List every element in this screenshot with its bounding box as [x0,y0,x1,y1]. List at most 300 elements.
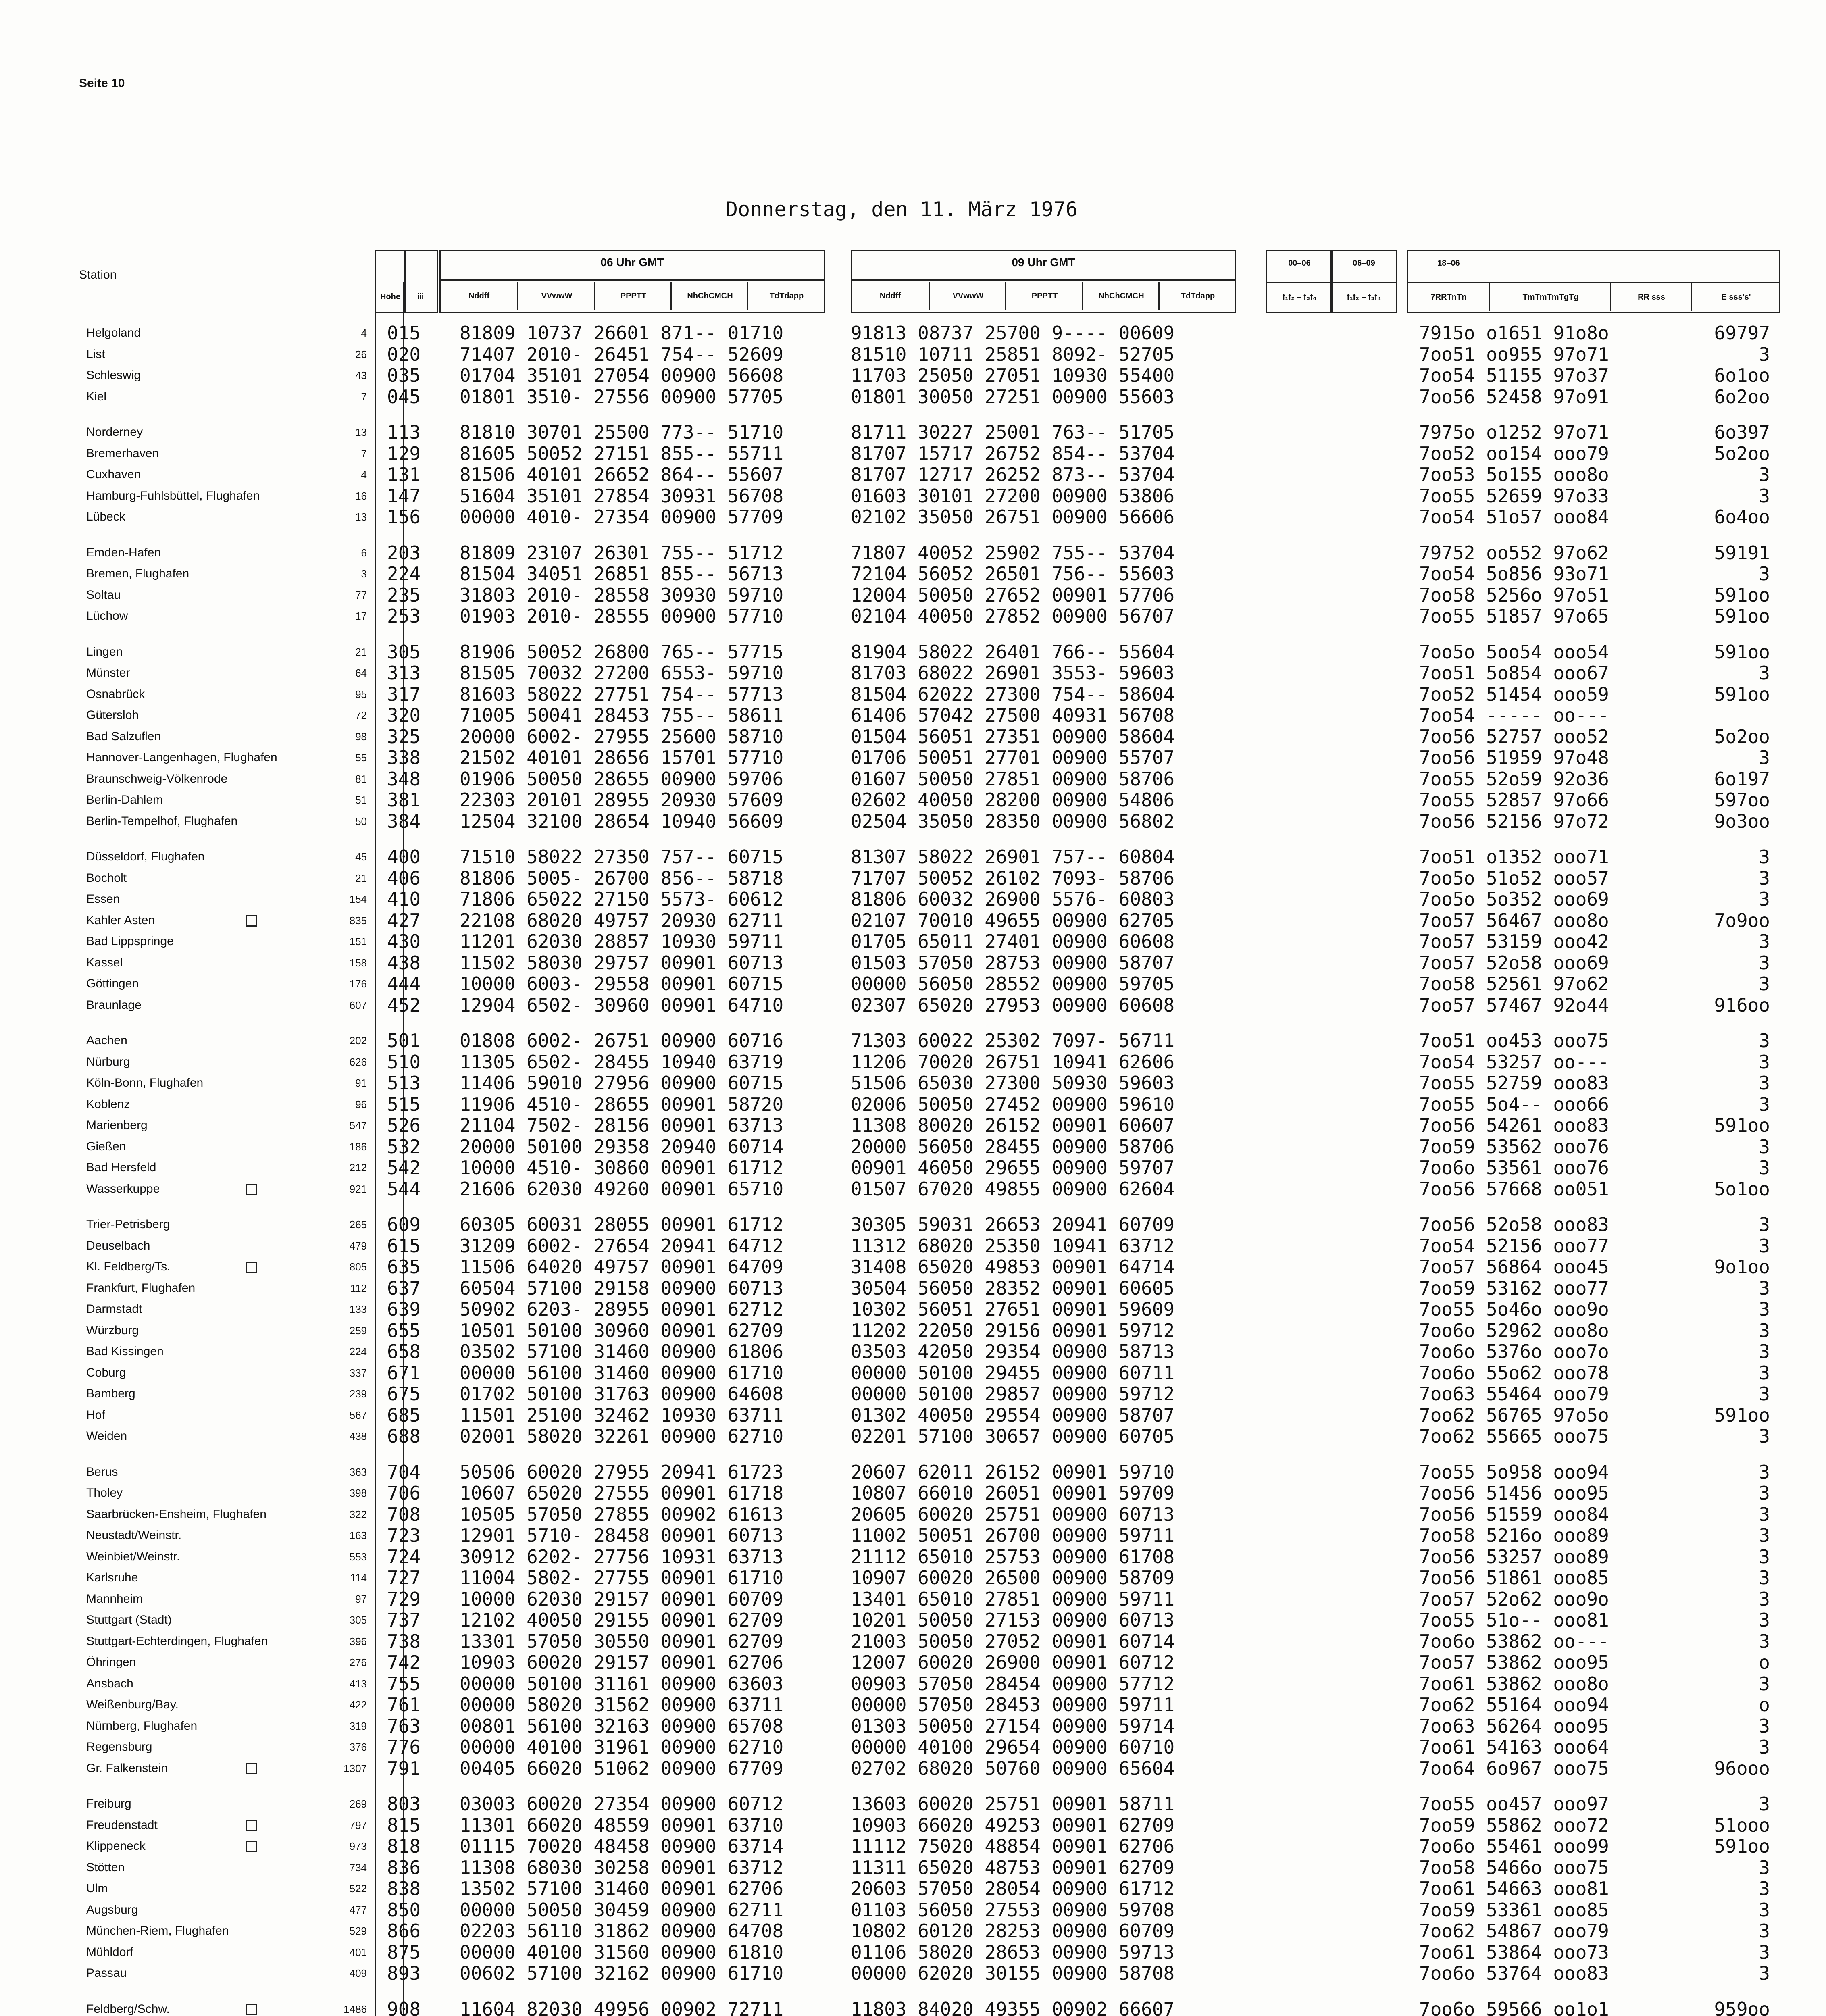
table-row [0,542,1826,563]
date-line: Donnerstag, den 11. März 1976 [726,198,1078,221]
obs-06-utc: 13502 57100 31460 00901 62706 [460,1878,784,1899]
station-height: 51 [355,794,367,806]
open-square-icon [246,1763,257,1774]
station-height: 239 [349,1388,367,1400]
table-row [0,1589,1826,1610]
precipitation: 3 [1759,1298,1770,1320]
station-height: 7 [361,391,367,403]
block-09-rule [852,279,1235,281]
station-height: 7 [361,448,367,460]
station-id: 761 [387,1694,421,1716]
station-height: 835 [349,914,367,927]
station-height: 158 [349,957,367,969]
station-id: 510 [387,1051,421,1073]
obs-09-utc: 01801 30050 27251 00900 55603 [851,386,1175,408]
hoehe-header: Höhe [380,292,400,301]
table-row [0,1278,1826,1299]
precipitation: 3 [1759,931,1770,952]
open-square-icon [246,915,257,927]
obs-09-utc: 20607 62011 26152 00901 59710 [851,1461,1175,1483]
table-row [0,1256,1826,1277]
precipitation: 5o1oo [1714,1178,1770,1200]
station-id: 738 [387,1631,421,1652]
extremes: 7oo59 53562 ooo76 [1419,1136,1609,1158]
obs-06-utc: 12904 6502- 30960 00901 64710 [460,994,784,1016]
station-name: Aachen [86,1034,127,1047]
station-height: 1307 [344,1762,367,1774]
obs-09-utc: 81707 12717 26252 873-- 53704 [851,464,1175,485]
station-height: 81 [355,773,367,785]
col09-vvwww: VVwwW [929,282,1006,310]
station-id: 850 [387,1899,421,1921]
station-id: 320 [387,704,421,726]
obs-09-utc: 81703 68022 26901 3553- 59603 [851,662,1175,684]
station-height: 202 [349,1035,367,1047]
table-row [0,1652,1826,1673]
obs-06-utc: 71005 50041 28453 755-- 58611 [460,704,784,726]
obs-06-utc: 01801 3510- 27556 00900 57705 [460,386,784,408]
obs-09-utc: 10302 56051 27651 00901 59609 [851,1298,1175,1320]
station-height: 98 [355,731,367,743]
obs-09-utc: 13401 65010 27851 00900 59711 [851,1588,1175,1610]
obs-06-utc: 60504 57100 29158 00900 60713 [460,1277,784,1299]
station-name: Ansbach [86,1677,133,1690]
obs-09-utc: 01603 30101 27200 00900 53806 [851,485,1175,507]
obs-06-utc: 30912 6202- 27756 10931 63713 [460,1546,784,1568]
obs-09-utc: 81707 15717 26752 854-- 53704 [851,443,1175,464]
station-name: Bamberg [86,1387,135,1400]
extremes: 7915o o1651 91o8o [1419,322,1609,344]
obs-06-utc: 11604 82030 49956 00902 72711 [460,1998,784,2016]
precipitation: 3 [1759,1941,1770,1963]
obs-06-utc: 11406 59010 27956 00900 60715 [460,1072,784,1094]
extremes: 7oo63 56264 ooo95 [1419,1715,1609,1737]
table-row [0,1836,1826,1857]
extremes: 7oo58 5256o 97o51 [1419,584,1609,606]
station-height: 805 [349,1261,367,1273]
station-height: 151 [349,935,367,948]
obs-06-utc: 50902 6203- 28955 00901 62712 [460,1298,784,1320]
extremes: 7oo56 54261 ooo83 [1419,1114,1609,1136]
extremes: 7oo61 53862 ooo8o [1419,1673,1609,1695]
table-row [0,1899,1826,1920]
precipitation: 591oo [1714,1114,1770,1136]
table-row [0,868,1826,889]
extremes: 7oo51 5o854 ooo67 [1419,662,1609,684]
station-id: 348 [387,768,421,790]
obs-06-utc: 01704 35101 27054 00900 56608 [460,364,784,386]
precipitation: 6o1oo [1714,364,1770,386]
precipitation: 3 [1759,1362,1770,1384]
extremes: 79752 oo552 97o62 [1419,542,1609,564]
station-name: Marienberg [86,1118,148,1132]
obs-09-utc: 61406 57042 27500 40931 56708 [851,704,1175,726]
station-height: 322 [349,1508,367,1520]
station-id: 838 [387,1878,421,1899]
table-row [0,889,1826,910]
table-row [0,1157,1826,1178]
col06-vvwww: VVwwW [517,282,595,310]
obs-06-utc: 00602 57100 32162 00900 61710 [460,1962,784,1984]
obs-06-utc: 51604 35101 27854 30931 56708 [460,485,784,507]
station-height: 4 [361,327,367,339]
obs-06-utc: 31209 6002- 27654 20941 64712 [460,1235,784,1257]
station-height: 265 [349,1218,367,1231]
station-height: 422 [349,1699,367,1711]
table-row [0,1405,1826,1426]
extremes: 7oo55 5o46o ooo9o [1419,1298,1609,1320]
obs-09-utc: 11312 68020 25350 10941 63712 [851,1235,1175,1257]
station-id: 515 [387,1093,421,1115]
obs-06-utc: 10000 6003- 29558 00901 60715 [460,973,784,995]
station-id: 818 [387,1835,421,1857]
extra-rrtt: 7RRTnTn [1408,282,1489,311]
precipitation: 3 [1759,1567,1770,1589]
obs-09-utc: 02307 65020 27953 00900 60608 [851,994,1175,1016]
obs-06-utc: 81809 23107 26301 755-- 51712 [460,542,784,564]
table-row [0,747,1826,768]
extremes: 7oo61 54163 ooo64 [1419,1736,1609,1758]
station-height: 55 [355,752,367,764]
obs-06-utc: 11301 66020 48559 00901 63710 [460,1814,784,1836]
precipitation: 3 [1759,1962,1770,1984]
extremes: 7oo6o 53862 oo--- [1419,1631,1609,1652]
obs-09-utc: 30305 59031 26653 20941 60709 [851,1214,1175,1235]
station-name: Braunlage [86,998,142,1012]
block-06-header [439,250,825,313]
col09-tdapp: TdTdapp [1158,282,1236,310]
station-id: 235 [387,584,421,606]
station-name: Gütersloh [86,708,139,722]
table-row [0,485,1826,506]
precipitation: 6o397 [1714,421,1770,443]
station-name: Essen [86,892,120,906]
station-id: 532 [387,1136,421,1158]
extremes: 7oo5o 51o52 ooo57 [1419,867,1609,889]
obs-09-utc: 81806 60032 26900 5576- 60803 [851,888,1175,910]
obs-06-utc: 12504 32100 28654 10940 56609 [460,810,784,832]
extremes: 7oo59 53361 ooo85 [1419,1899,1609,1921]
obs-09-utc: 02102 35050 26751 00900 56606 [851,506,1175,528]
table-row [0,1052,1826,1073]
station-id: 147 [387,485,421,507]
station-height: 114 [350,1572,367,1584]
obs-06-utc: 11501 25100 32462 10930 63711 [460,1404,784,1426]
extremes: 7975o o1252 97o71 [1419,421,1609,443]
extremes: 7oo57 56864 ooo45 [1419,1256,1609,1278]
precipitation: 3 [1759,1793,1770,1815]
obs-09-utc: 11112 75020 48854 00901 62706 [851,1835,1175,1857]
station-height: 91 [355,1077,367,1089]
obs-06-utc: 00000 40100 31560 00900 61810 [460,1941,784,1963]
station-id: 430 [387,931,421,952]
obs-09-utc: 02201 57100 30657 00900 60705 [851,1425,1175,1447]
station-height: 72 [355,709,367,721]
station-height: 337 [349,1367,367,1379]
precipitation: 591oo [1714,1404,1770,1426]
precipitation: 3 [1759,1736,1770,1758]
obs-09-utc: 02504 35050 28350 00900 56802 [851,810,1175,832]
station-id: 685 [387,1404,421,1426]
extremes: 7oo6o 52962 ooo8o [1419,1320,1609,1341]
obs-06-utc: 11502 58030 29757 00901 60713 [460,952,784,974]
station-id: 615 [387,1235,421,1257]
obs-06-utc: 01906 50050 28655 00900 59706 [460,768,784,790]
station-height: 269 [349,1798,367,1810]
block-06-title: 06 Uhr GMT [600,256,664,269]
station-name: Lingen [86,645,123,658]
extremes: 7oo59 53162 ooo77 [1419,1277,1609,1299]
station-height: 64 [355,667,367,679]
obs-09-utc: 00000 40100 29654 00900 60710 [851,1736,1175,1758]
obs-09-utc: 31408 65020 49853 00901 64714 [851,1256,1175,1278]
obs-06-utc: 02001 58020 32261 00900 62710 [460,1425,784,1447]
extremes: 7oo52 51454 ooo59 [1419,683,1609,705]
precipitation: 591oo [1714,683,1770,705]
station-id: 609 [387,1214,421,1235]
obs-06-utc: 01808 6002- 26751 00900 60716 [460,1030,784,1052]
station-height: 413 [349,1678,367,1690]
station-name: Bad Kissingen [86,1345,164,1358]
extremes: 7oo63 55464 ooo79 [1419,1383,1609,1405]
station-id: 444 [387,973,421,995]
station-name: Bremerhaven [86,447,159,460]
station-id: 688 [387,1425,421,1447]
table-row [0,1942,1826,1963]
obs-06-utc: 10501 50100 30960 00901 62709 [460,1320,784,1341]
obs-09-utc: 20000 56050 28455 00900 58706 [851,1136,1175,1158]
station-name: Freudenstadt [86,1818,158,1832]
obs-06-utc: 11906 4510- 28655 00901 58720 [460,1093,784,1115]
obs-06-utc: 50506 60020 27955 20941 61723 [460,1461,784,1483]
col06-nddff: Nddff [468,292,490,300]
station-name: Neustadt/Weinstr. [86,1529,182,1542]
station-height: 77 [355,589,367,601]
station-id: 737 [387,1609,421,1631]
station-id: 384 [387,810,421,832]
station-name: Öhringen [86,1656,136,1669]
table-row [0,422,1826,443]
station-id: 836 [387,1857,421,1879]
station-name: Münster [86,666,130,679]
station-column-header: Station [79,268,117,281]
obs-09-utc: 81307 58022 26901 757-- 60804 [851,846,1175,868]
station-height: 26 [355,348,367,360]
precipitation: 3 [1759,952,1770,974]
station-name: Osnabrück [86,687,145,701]
station-id: 400 [387,846,421,868]
station-height: 276 [349,1656,367,1668]
obs-09-utc: 12004 50050 27652 00901 57706 [851,584,1175,606]
obs-06-utc: 11004 5802- 27755 00901 61710 [460,1567,784,1589]
precipitation: 5o2oo [1714,443,1770,464]
station-id: 406 [387,867,421,889]
precipitation: 6o197 [1714,768,1770,790]
station-name: Weißenburg/Bay. [86,1698,179,1711]
station-id: 526 [387,1114,421,1136]
station-id: 742 [387,1652,421,1673]
extremes: 7oo57 56467 ooo8o [1419,910,1609,931]
obs-06-utc: 01115 70020 48458 00900 63714 [460,1835,784,1857]
station-id: 675 [387,1383,421,1405]
extremes: 7oo5o 5oo54 ooo54 [1419,641,1609,663]
precipitation: 3 [1759,485,1770,507]
station-name: Frankfurt, Flughafen [86,1281,196,1295]
station-height: 154 [349,893,367,905]
station-height: 13 [355,426,367,438]
obs-06-utc: 01903 2010- 28555 00900 57710 [460,605,784,627]
obs-09-utc: 11002 50051 26700 00900 59711 [851,1524,1175,1546]
obs-09-utc: 51506 65030 27300 50930 59603 [851,1072,1175,1094]
station-id: 866 [387,1920,421,1942]
extremes: 7oo56 57668 oo051 [1419,1178,1609,1200]
extremes: 7oo57 57467 92o44 [1419,994,1609,1016]
extremes: 7oo51 oo453 ooo75 [1419,1030,1609,1052]
obs-09-utc: 01103 56050 27553 00900 59708 [851,1899,1175,1921]
station-height: 259 [349,1325,367,1337]
extremes: 7oo55 51857 97o65 [1419,605,1609,627]
obs-06-utc: 20000 6002- 27955 25600 58710 [460,726,784,748]
station-id: 708 [387,1504,421,1525]
table-row [0,662,1826,683]
obs-06-utc: 81506 40101 26652 864-- 55607 [460,464,784,485]
station-height: 13 [355,511,367,523]
obs-09-utc: 10802 60120 28253 00900 60709 [851,1920,1175,1942]
station-height: 21 [355,872,367,884]
precipitation: 3 [1759,747,1770,768]
station-name: Lüchow [86,609,128,623]
obs-09-utc: 11308 80020 26152 00901 60607 [851,1114,1175,1136]
obs-09-utc: 01607 50050 27851 00900 58706 [851,768,1175,790]
obs-09-utc: 00000 57050 28453 00900 59711 [851,1694,1175,1716]
table-row [0,1462,1826,1483]
station-height: 176 [349,978,367,990]
station-id: 727 [387,1567,421,1589]
precipitation: 59191 [1714,542,1770,564]
table-row [0,1673,1826,1694]
station-id: 113 [387,421,421,443]
extremes: 7oo56 52o58 ooo83 [1419,1214,1609,1235]
obs-06-utc: 81806 5005- 26700 856-- 58718 [460,867,784,889]
extremes: 7oo54 51155 97o37 [1419,364,1609,386]
obs-06-utc: 00000 58020 31562 00900 63711 [460,1694,784,1716]
obs-09-utc: 01504 56051 27351 00900 58604 [851,726,1175,748]
station-height: 186 [349,1141,367,1153]
station-name: Regensburg [86,1740,152,1754]
obs-06-utc: 81505 70032 27200 6553- 59710 [460,662,784,684]
station-name: Berus [86,1465,118,1479]
station-name: Braunschweig-Völkenrode [86,772,228,785]
extremes: 7oo62 55164 ooo94 [1419,1694,1609,1716]
extra-esss: E sss's' [1691,282,1780,311]
station-height: 1486 [344,2003,367,2015]
obs-06-utc: 00405 66020 51062 00900 67709 [460,1758,784,1779]
station-name: Ulm [86,1882,108,1895]
extremes: 7oo51 oo955 97o71 [1419,344,1609,365]
extremes: 7oo56 52757 ooo52 [1419,726,1609,748]
extremes: 7oo57 52o62 ooo9o [1419,1588,1609,1610]
table-row [0,726,1826,747]
extremes: 7oo55 oo457 ooo97 [1419,1793,1609,1815]
station-height: 396 [349,1635,367,1647]
table-row [0,1383,1826,1404]
precipitation: 3 [1759,846,1770,868]
station-height: 401 [349,1946,367,1958]
station-name: Bad Hersfeld [86,1161,156,1174]
station-height: 3 [361,568,367,580]
extremes: 7oo57 53159 ooo42 [1419,931,1609,952]
station-height: 921 [349,1183,367,1195]
station-height: 133 [349,1303,367,1315]
obs-09-utc: 02104 40050 27852 00900 56707 [851,605,1175,627]
extremes: 7oo51 o1352 ooo71 [1419,846,1609,868]
station-height: 319 [349,1720,367,1732]
station-name: Trier-Petrisberg [86,1218,170,1231]
station-height: 734 [349,1862,367,1874]
station-id: 338 [387,747,421,768]
obs-06-utc: 21104 7502- 28156 00901 63713 [460,1114,784,1136]
extremes: 7oo6o 5376o ooo7o [1419,1341,1609,1362]
station-height: 626 [349,1056,367,1068]
table-row [0,1136,1826,1157]
extremes: 7oo53 5o155 ooo8o [1419,464,1609,485]
table-row [0,1362,1826,1383]
table-row [0,1320,1826,1341]
station-name: Mannheim [86,1592,143,1606]
obs-09-utc: 13603 60020 25751 00901 58711 [851,1793,1175,1815]
obs-09-utc: 11703 25050 27051 10930 55400 [851,364,1175,386]
station-name: Stötten [86,1861,125,1874]
station-name: Berlin-Dahlem [86,793,163,806]
obs-09-utc: 03503 42050 29354 00900 58713 [851,1341,1175,1362]
station-name: Schleswig [86,369,141,382]
station-name: Berlin-Tempelhof, Flughafen [86,814,238,828]
open-square-icon [246,1184,257,1195]
extremes: 7oo56 53257 ooo89 [1419,1546,1609,1568]
extremes: 7oo58 5216o ooo89 [1419,1524,1609,1546]
precipitation: 3 [1759,1093,1770,1115]
extra-ff-2: f₁f₂ – f₃f₄ [1332,282,1396,311]
obs-06-utc: 01702 50100 31763 00900 64608 [460,1383,784,1405]
extremes: 7oo58 52561 97o62 [1419,973,1609,995]
precipitation: 3 [1759,344,1770,365]
station-id: 729 [387,1588,421,1610]
station-id: 410 [387,888,421,910]
obs-06-utc: 71806 65022 27150 5573- 60612 [460,888,784,910]
precipitation: 3 [1759,1878,1770,1899]
precipitation: 3 [1759,1524,1770,1546]
extremes: 7oo56 51861 ooo85 [1419,1567,1609,1589]
station-name: Bad Lippspringe [86,935,174,948]
station-name: Kahler Asten [86,914,155,927]
extremes: 7oo55 5o4-- ooo66 [1419,1093,1609,1115]
obs-06-utc: 21502 40101 28656 15701 57710 [460,747,784,768]
precipitation: 3 [1759,1857,1770,1879]
station-id: 253 [387,605,421,627]
table-row [0,1610,1826,1631]
station-height: 4 [361,469,367,481]
table-row [0,323,1826,344]
obs-09-utc: 00000 50100 29455 00900 60711 [851,1362,1175,1384]
obs-06-utc: 11201 62030 28857 10930 59711 [460,931,784,952]
table-row [0,1793,1826,1814]
station-id: 452 [387,994,421,1016]
obs-06-utc: 11308 68030 30258 00901 63712 [460,1857,784,1879]
precipitation: 9o3oo [1714,810,1770,832]
station-id: 305 [387,641,421,663]
station-id: 637 [387,1277,421,1299]
precipitation: 3 [1759,1277,1770,1299]
